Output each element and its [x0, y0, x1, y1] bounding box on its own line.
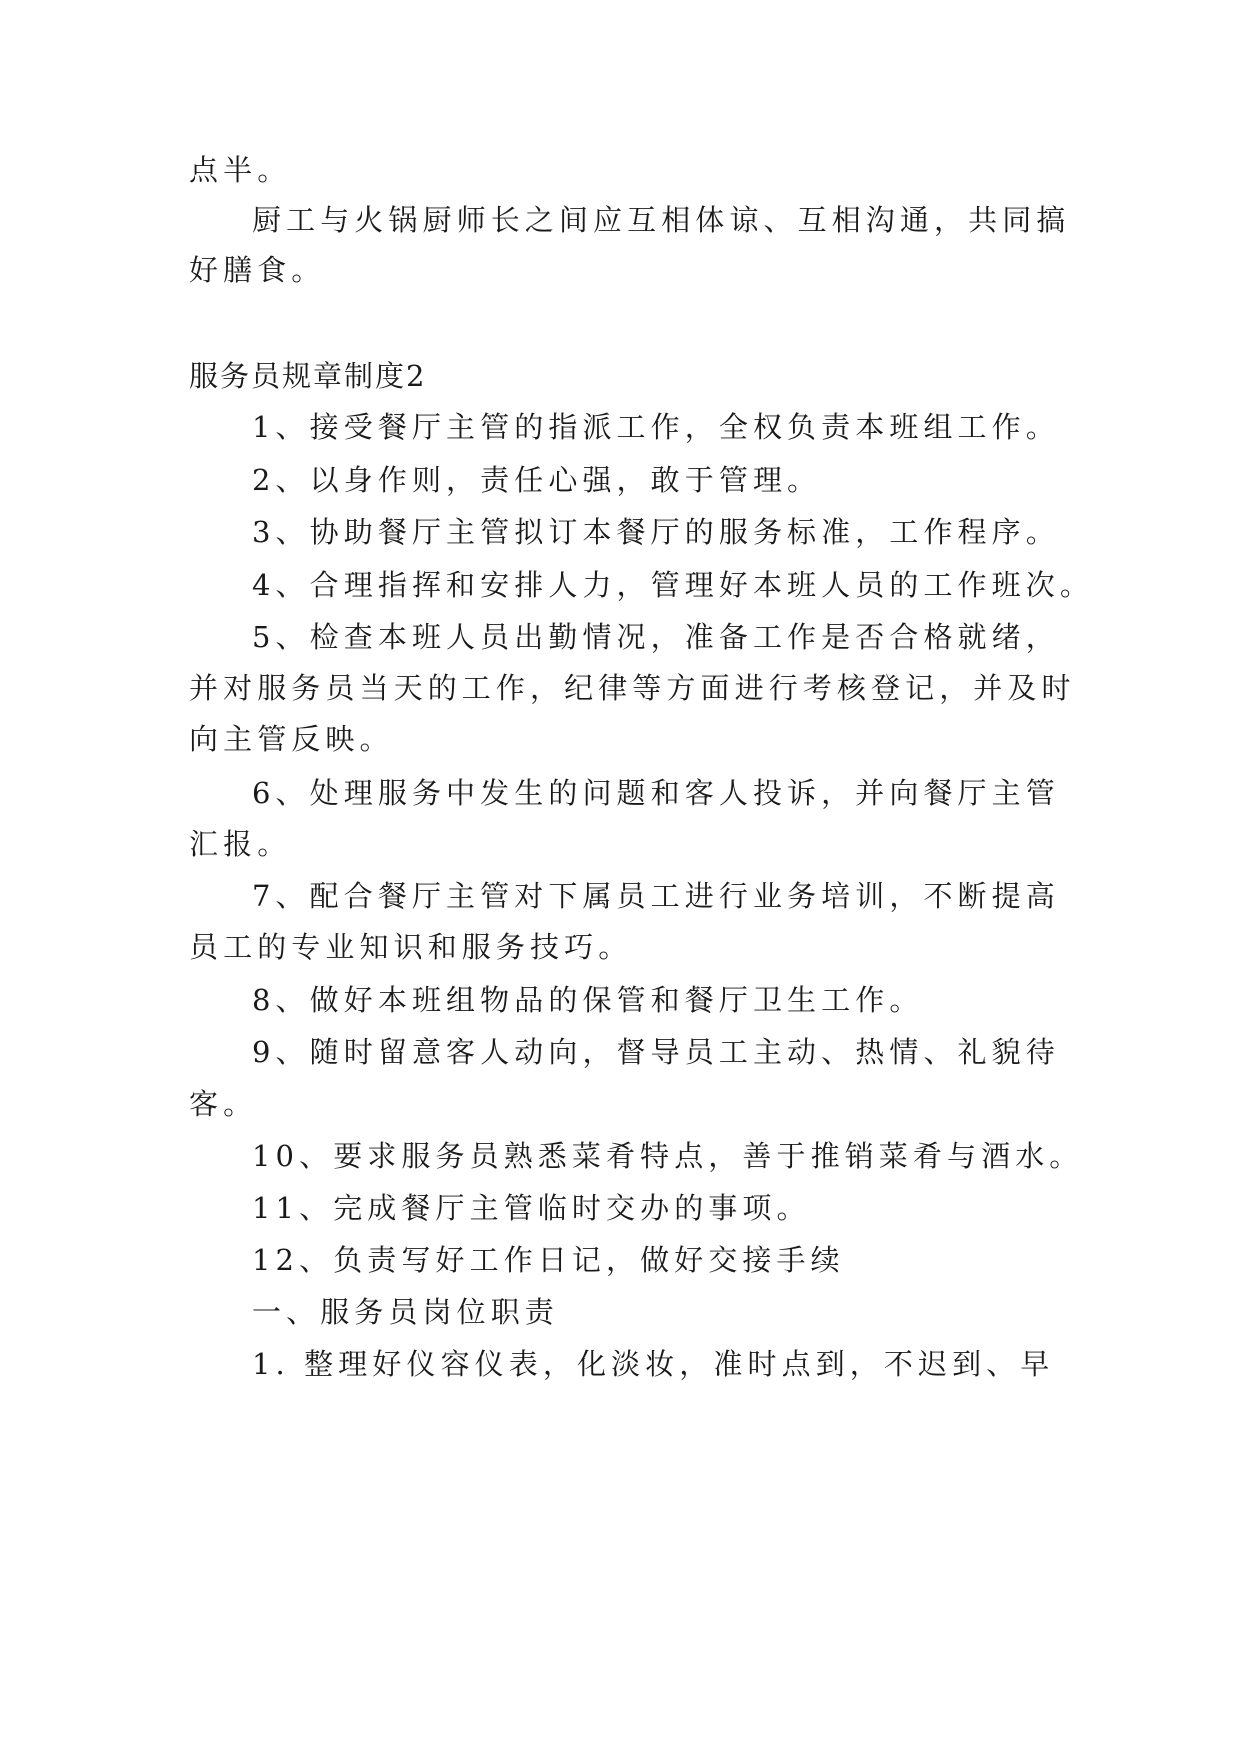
paragraph-line: 员工的专业知识和服务技巧。: [189, 930, 633, 964]
list-item: 9、随时留意客人动向，督导员工主动、热情、礼貌待: [252, 1035, 1060, 1069]
list-item: 3、协助餐厅主管拟订本餐厅的服务标准，工作程序。: [252, 515, 1060, 549]
paragraph-line: 汇报。: [189, 827, 292, 861]
list-item: 8、做好本班组物品的保管和餐厅卫生工作。: [252, 983, 924, 1017]
list-item: 12、负责写好工作日记，做好交接手续: [252, 1243, 845, 1277]
paragraph-line: 点半。: [189, 153, 292, 187]
list-item: 1、接受餐厅主管的指派工作，全权负责本班组工作。: [252, 410, 1060, 444]
list-item: 5、检查本班人员出勤情况，准备工作是否合格就绪，: [252, 620, 1060, 654]
list-item: 7、配合餐厅主管对下属员工进行业务培训，不断提高: [252, 879, 1060, 913]
list-item: 6、处理服务中发生的问题和客人投诉，并向餐厅主管: [252, 776, 1060, 810]
list-item: 4、合理指挥和安排人力，管理好本班人员的工作班次。: [252, 568, 1094, 602]
paragraph-line: 向主管反映。: [189, 722, 394, 756]
paragraph-line: 好膳食。: [189, 253, 326, 287]
list-item: 11、完成餐厅主管临时交办的事项。: [252, 1191, 811, 1225]
sub-heading: 一、服务员岗位职责: [252, 1295, 559, 1329]
list-item: 1. 整理好仪容仪表，化淡妆，准时点到，不迟到、早: [252, 1347, 1055, 1381]
list-item: 10、要求服务员熟悉菜肴特点，善于推销菜肴与酒水。: [252, 1139, 1084, 1173]
list-item: 2、以身作则，责任心强，敢于管理。: [252, 463, 822, 497]
paragraph-line: 厨工与火锅厨师长之间应互相体谅、互相沟通，共同搞: [252, 203, 1071, 237]
section-heading: 服务员规章制度2: [189, 359, 427, 393]
paragraph-line: 并对服务员当天的工作，纪律等方面进行考核登记，并及时: [189, 671, 1076, 705]
paragraph-line: 客。: [189, 1087, 258, 1121]
